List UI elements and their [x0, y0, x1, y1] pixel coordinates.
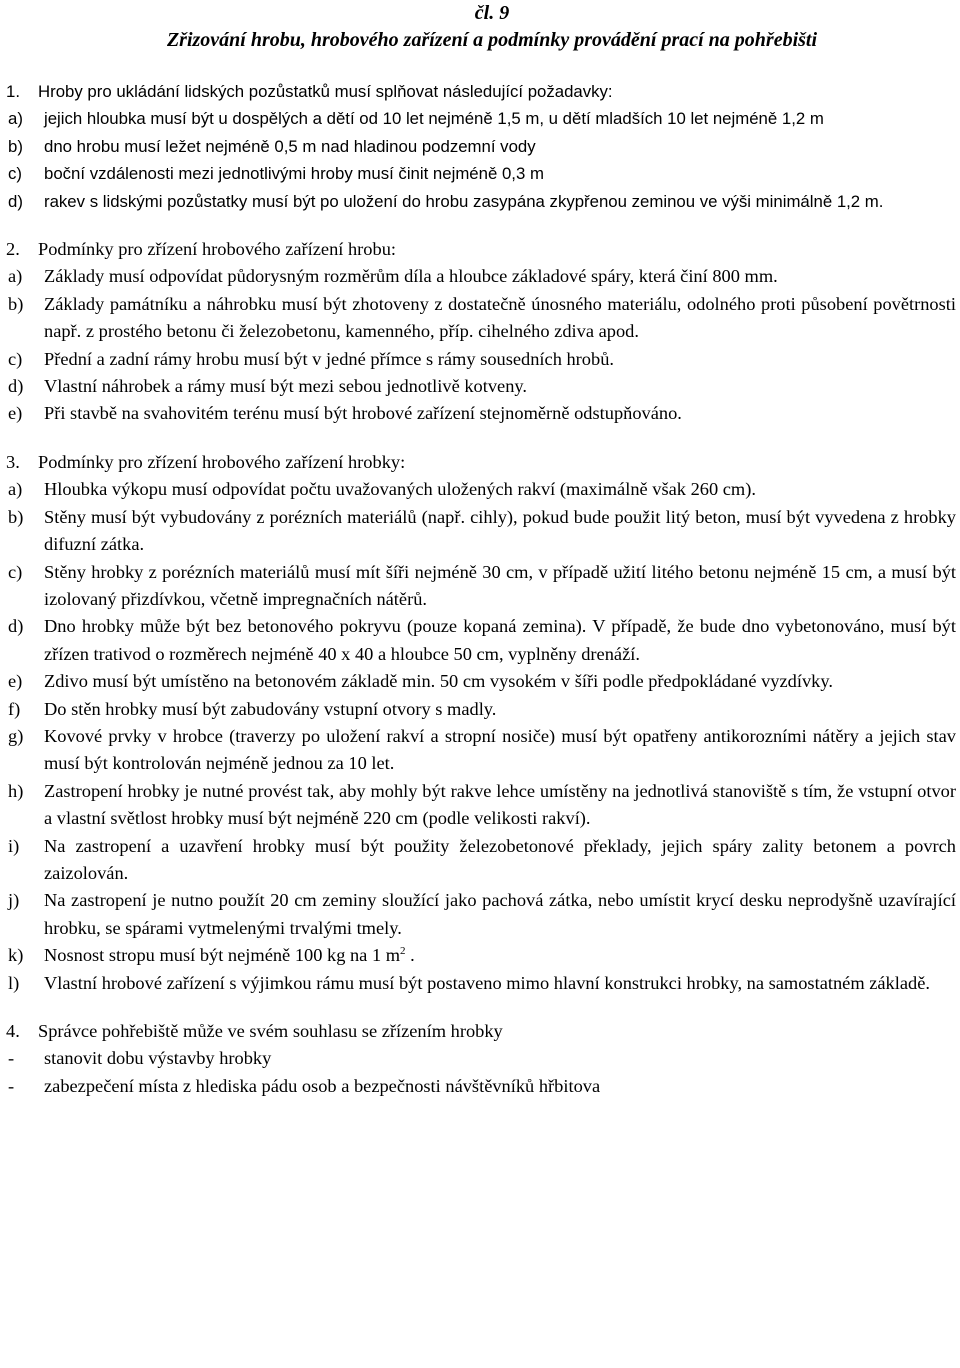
list-item — [6, 887, 956, 942]
item-letter: g) — [8, 725, 24, 746]
list-item — [6, 613, 956, 668]
list-item — [6, 160, 956, 187]
section-number: 1. — [6, 82, 20, 101]
item-text: Základy musí odpovídat půdorysným rozměrům díla a hloubce základové spáry, která činí 800 mm. — [44, 266, 778, 287]
list-item — [6, 1073, 956, 1100]
article-number: čl. 9 — [474, 2, 510, 24]
item-letter: k) — [8, 945, 24, 966]
item-letter: e) — [8, 671, 23, 692]
item-letter: a) — [8, 109, 23, 129]
section-heading — [6, 1018, 956, 1045]
article-title: Zřizování hrobu, hrobového zařízení a podmínky provádění prací na pohřebišti — [166, 29, 818, 51]
list-item — [6, 133, 956, 160]
section-heading-text: Podmínky pro zřízení hrobového zařízení hrobu: — [38, 239, 397, 260]
load-capacity-text: Nosnost stropu musí být nejméně 100 kg na 1 m — [44, 945, 401, 966]
list-item — [6, 400, 956, 427]
list-item — [6, 476, 956, 503]
item-dash: - — [8, 1048, 15, 1069]
item-letter: b) — [8, 293, 24, 314]
item-text: Do stěn hrobky musí být zabudovány vstupní otvory s madly. — [44, 698, 497, 719]
item-text: Na zastropení je nutno použít 20 cm zeminy sloužící jako pachová zátka, nebo umístit krycí desku neprodyšně uzavírající hrobku, se spárami vytmelenými trvalými tmely. — [44, 890, 956, 938]
item-text: dno hrobu musí ležet nejméně 0,5 m nad hladinou podzemní vody — [44, 136, 536, 156]
item-text: Na zastropení a uzavření hrobky musí být použity železobetonové překlady, jejich spáry zality betonem a povrch zaizolován. — [44, 835, 956, 883]
section-1 — [6, 78, 956, 215]
item-text — [44, 942, 956, 969]
item-text: Vlastní náhrobek a rámy musí být mezi sebou jednotlivě kotveny. — [44, 376, 527, 397]
list-item — [6, 559, 956, 614]
item-letter: d) — [8, 616, 24, 637]
article-header — [24, 0, 960, 54]
item-text: Kovové prvky v hrobce (traverzy po uložení rakví a stropní nosiče) musí být opatřeny antikorozními nátěry a jejich stav musí být kontrolován nejméně jednou za 10 let. — [44, 725, 956, 774]
section-heading — [6, 78, 956, 105]
section-heading — [6, 236, 956, 263]
item-text: Základy památníku a náhrobku musí být zhotoveny z dostatečně únosného materiálu, odolného proti působení povětrnosti např. z prostého betonu či železobetonu, kamenného, příp. cihelného zdiva apod. — [44, 293, 956, 342]
item-letter: f) — [8, 698, 21, 719]
list-item — [6, 346, 956, 373]
section-number: 3. — [6, 451, 20, 472]
item-text: Při stavbě na svahovitém terénu musí být hrobové zařízení stejnoměrně odstupňováno. — [44, 403, 682, 424]
item-text-end: . — [405, 945, 415, 966]
list-item — [6, 696, 956, 723]
list-item — [6, 723, 956, 778]
superscript: 2 — [400, 945, 406, 958]
list-item — [6, 942, 956, 969]
item-text: boční vzdálenosti mezi jednotlivými hroby musí činit nejméně 0,3 m — [44, 164, 544, 184]
item-letter: e) — [8, 403, 23, 424]
item-letter: a) — [8, 266, 23, 287]
section-4 — [6, 1018, 956, 1100]
item-text: Zastropení hrobky je nutné provést tak, aby mohly být rakve lehce umístěny na jednotlivá stanoviště s tím, že vstupní otvor a vlastní světlost hrobky musí být nejméně 220 cm (podle velikosti rakví). — [44, 780, 956, 829]
item-text: Dno hrobky může být bez betonového pokryvu (pouze kopaná zemina). V případě, že bude dno vybetonováno, musí být zřízen trativod o rozměrech nejméně 40 x 40 a hloubce 50 cm, vyplněny drenáží. — [44, 616, 956, 664]
list-item — [6, 833, 956, 888]
section-heading-text: Podmínky pro zřízení hrobového zařízení hrobky: — [38, 451, 406, 472]
item-letter: l) — [8, 972, 20, 993]
item-text: Přední a zadní rámy hrobu musí být v jedné přímce s rámy sousedních hrobů. — [44, 348, 614, 369]
item-letter: c) — [8, 348, 23, 369]
list-item — [6, 188, 956, 215]
list-item — [6, 1045, 956, 1072]
list-item — [6, 263, 956, 290]
list-item — [6, 291, 956, 346]
section-number: 4. — [6, 1021, 20, 1041]
item-letter: i) — [8, 835, 20, 856]
item-text: jejich hloubka musí být u dospělých a dětí od 10 let nejméně 1,5 m, u dětí mladších 10 let nejméně 1,2 m — [44, 109, 824, 129]
item-text: Zdivo musí být umístěno na betonovém základě min. 50 cm vysokém v šíři podle předpokládané vyzdívky. — [44, 671, 833, 692]
section-number: 2. — [6, 239, 20, 260]
list-item — [6, 105, 956, 132]
item-text: zabezpečení místa z hlediska pádu osob a bezpečnosti návštěvníků hřbitova — [44, 1075, 601, 1096]
item-letter: b) — [8, 136, 23, 156]
item-letter: d) — [8, 191, 23, 211]
item-letter: c) — [8, 561, 23, 582]
item-text: Hloubka výkopu musí odpovídat počtu uvažovaných uložených rakví (maximálně však 260 cm). — [44, 479, 756, 500]
item-text: Stěny musí být vybudovány z porézních materiálů (např. cihly), pokud bude použit litý beton, musí být vyvedena z hrobky difuzní zátka. — [44, 506, 956, 555]
list-item — [6, 778, 956, 833]
item-letter: c) — [8, 164, 22, 184]
section-heading — [6, 449, 956, 476]
item-letter: a) — [8, 479, 23, 500]
section-heading-text: Hroby pro ukládání lidských pozůstatků musí splňovat následující požadavky: — [38, 82, 613, 101]
item-letter: h) — [8, 780, 24, 801]
list-item — [6, 668, 956, 695]
list-item — [6, 373, 956, 400]
section-2 — [6, 236, 956, 428]
item-letter: d) — [8, 376, 24, 397]
item-text: Stěny hrobky z porézních materiálů musí mít šíři nejméně 30 cm, v případě užití litého betonu nejméně 15 cm, a musí být izolovaný přizdívkou, včetně impregnačních nátěrů. — [44, 561, 956, 609]
section-3 — [6, 449, 956, 997]
item-text: stanovit dobu výstavby hrobky — [44, 1048, 272, 1069]
list-item — [6, 504, 956, 559]
item-text: Vlastní hrobové zařízení s výjimkou rámu musí být postaveno mimo hlavní konstrukci hrobky, na samostatném základě. — [44, 972, 930, 993]
item-dash: - — [8, 1075, 15, 1096]
item-text: rakev s lidskými pozůstatky musí být po uložení do hrobu zasypána zkypřenou zeminou ve výši minimálně 1,2 m. — [44, 191, 884, 211]
list-item — [6, 970, 956, 997]
document-body — [6, 78, 956, 1121]
item-letter: b) — [8, 506, 24, 527]
section-heading-text: Správce pohřebiště může ve svém souhlasu se zřízením hrobky — [38, 1021, 503, 1041]
item-letter: j) — [8, 890, 20, 911]
